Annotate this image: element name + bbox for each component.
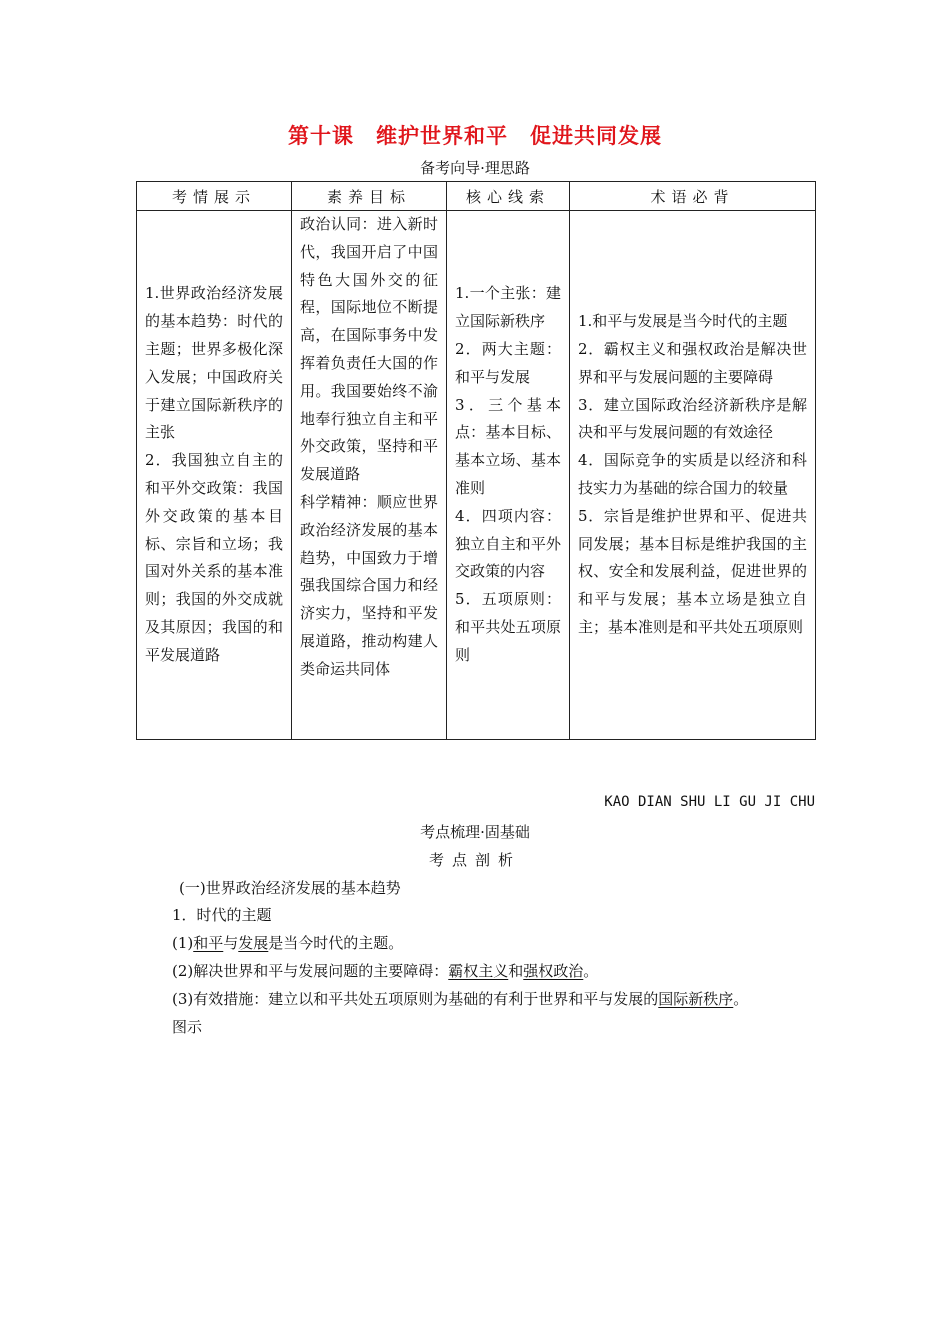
heading-theme: 1．时代的主题 [172,906,272,924]
clue-2: 2．两大主题：和平与发展 [455,340,561,386]
section-subtitle: 考点剖析 [428,851,521,869]
clue-5: 5．五项原则：和平共处五项原则 [455,590,561,664]
item-1-suffix: 是当今时代的主题。 [268,934,404,952]
cell-key-terms [570,211,816,740]
figure-label: 图示 [172,1018,203,1036]
term-1: 1.和平与发展是当今时代的主题 [578,312,788,331]
heading-trends: (一)世界政治经济发展的基本趋势 [179,879,401,897]
item-1-prefix: (1) [172,934,194,952]
item-3 [172,988,748,1009]
section-pinyin: KAO DIAN SHU LI GU JI CHU [604,794,815,810]
item-2-power-politics: 强权政治 [523,962,584,980]
header-literacy-goals: 素养目标 [292,182,447,211]
header-exam-overview: 考情展示 [137,182,292,211]
exam-point-1: 1.世界政治经济发展的基本趋势：时代的主题；世界多极化深入发展；中国政府关于建立国际新秩序的主张 [145,284,283,442]
goal-political-identity: 政治认同：进入新时代，我国开启了中国特色大国外交的征程，国际地位不断提高，在国际事务中发挥着负责任大国的作用。我国要始终不渝地奉行独立自主和平外交政策，坚持和平发展道路 [300,215,438,484]
item-1 [172,932,403,953]
page-subtitle: 备考向导·理思路 [420,159,530,177]
page-title: 第十课 维护世界和平 促进共同发展 [288,124,662,148]
header-key-terms: 术语必背 [570,182,816,211]
item-1-peace: 和平 [193,934,224,952]
cell-exam-overview [137,211,292,740]
item-2-hegemonism: 霸权主义 [448,962,509,980]
overview-table [136,181,816,740]
term-3: 3．建立国际政治经济新秩序是解决和平与发展问题的有效途径 [578,395,807,442]
goal-scientific-spirit: 科学精神：顺应世界政治经济发展的基本趋势，中国致力于增强我国综合国力和经济实力，坚持和平发展道路，推动构建人类命运共同体 [300,492,438,678]
item-1-mid: 与 [223,934,239,952]
item-3-new-order: 国际新秩序 [658,990,734,1008]
header-core-clues: 核心线索 [447,182,570,211]
item-3-suffix: 。 [733,990,749,1008]
term-4: 4．国际竞争的实质是以经济和科技实力为基础的综合国力的较量 [578,451,807,497]
cell-core-clues [447,211,570,740]
item-1-development: 发展 [238,934,269,952]
section-title: 考点梳理·固基础 [420,823,530,841]
cell-literacy-goals [292,211,447,740]
clue-4: 4．四项内容：独立自主和平外交政策的内容 [455,506,561,581]
item-3-prefix: (3)有效措施：建立以和平共处五项原则为基础的有利于世界和平与发展的 [172,990,659,1008]
item-2-mid: 和 [508,962,524,980]
term-2: 2．霸权主义和强权政治是解决世界和平与发展问题的主要障碍 [578,340,807,386]
item-2 [172,960,598,981]
clue-3: 3．三个基本点：基本目标、基本立场、基本准则 [455,395,561,497]
clue-1: 1.一个主张：建立国际新秩序 [455,284,561,331]
item-2-prefix: (2)解决世界和平与发展问题的主要障碍： [172,962,449,980]
item-2-suffix: 。 [583,962,599,980]
exam-point-2: 2．我国独立自主的和平外交政策：我国外交政策的基本目标、宗旨和立场；我国对外关系的基本准则；我国的外交成就及其原因；我国的和平发展道路 [145,451,283,664]
term-5: 5．宗旨是维护世界和平、促进共同发展；基本目标是维护我国的主权、安全和发展利益，促进世界的和平与发展；基本立场是独立自主；基本准则是和平共处五项原则 [578,506,807,636]
